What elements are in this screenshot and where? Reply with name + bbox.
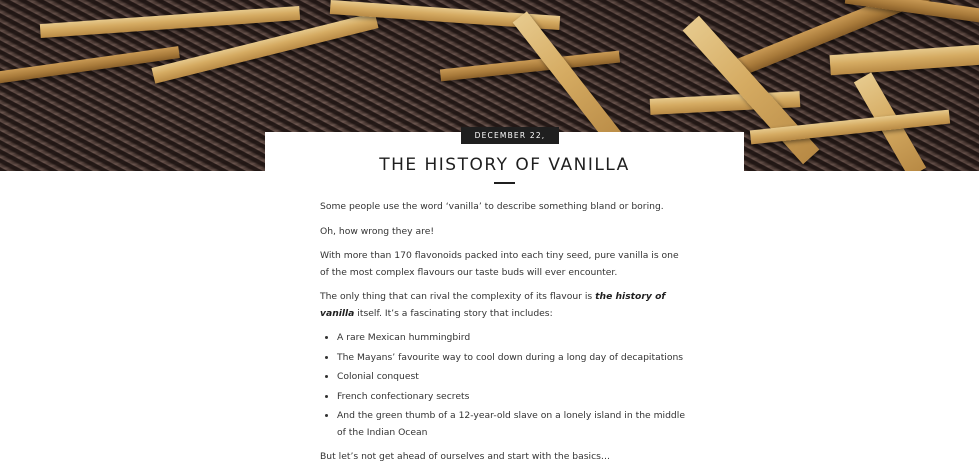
paragraph: Oh, how wrong they are! xyxy=(320,225,435,237)
post-body xyxy=(320,199,690,468)
emphasis-text: the history of vanilla xyxy=(320,291,666,319)
history-list xyxy=(320,330,690,441)
list-item: • A rare Mexican hummingbird xyxy=(337,330,690,347)
paragraph-text: The only thing that can rival the complexity of its flavour is xyxy=(320,291,596,302)
paragraph: Some people use the word ‘vanilla’ to describe something bland or boring. xyxy=(320,201,664,212)
post-title: THE HISTORY OF VANILLA xyxy=(379,155,630,175)
list-item: • Colonial conquest xyxy=(337,369,690,386)
crate-plank xyxy=(40,6,300,38)
paragraph-text: itself. It’s a fascinating story that includes: xyxy=(354,307,553,319)
list-item: • The Mayans’ favourite way to cool down during a long day of decapitations xyxy=(337,350,690,367)
crate-plank xyxy=(440,51,620,82)
paragraph: With more than 170 flavonoids packed into each tiny seed, pure vanilla is one of the most complex flavours our taste buds will ever encounter. xyxy=(320,250,679,278)
post-date-badge: DECEMBER 22, 2018 xyxy=(461,127,559,144)
crate-plank xyxy=(829,45,979,75)
paragraph xyxy=(320,289,690,322)
list-item: • French confectionary secrets xyxy=(337,389,690,406)
list-item: • And the green thumb of a 12-year-old slave on a lonely island in the middle of the Indian Ocean xyxy=(337,408,690,441)
paragraph: But let’s not get ahead of ourselves and start with the basics… xyxy=(320,451,611,462)
title-divider xyxy=(494,182,515,184)
crate-plank xyxy=(0,46,180,86)
